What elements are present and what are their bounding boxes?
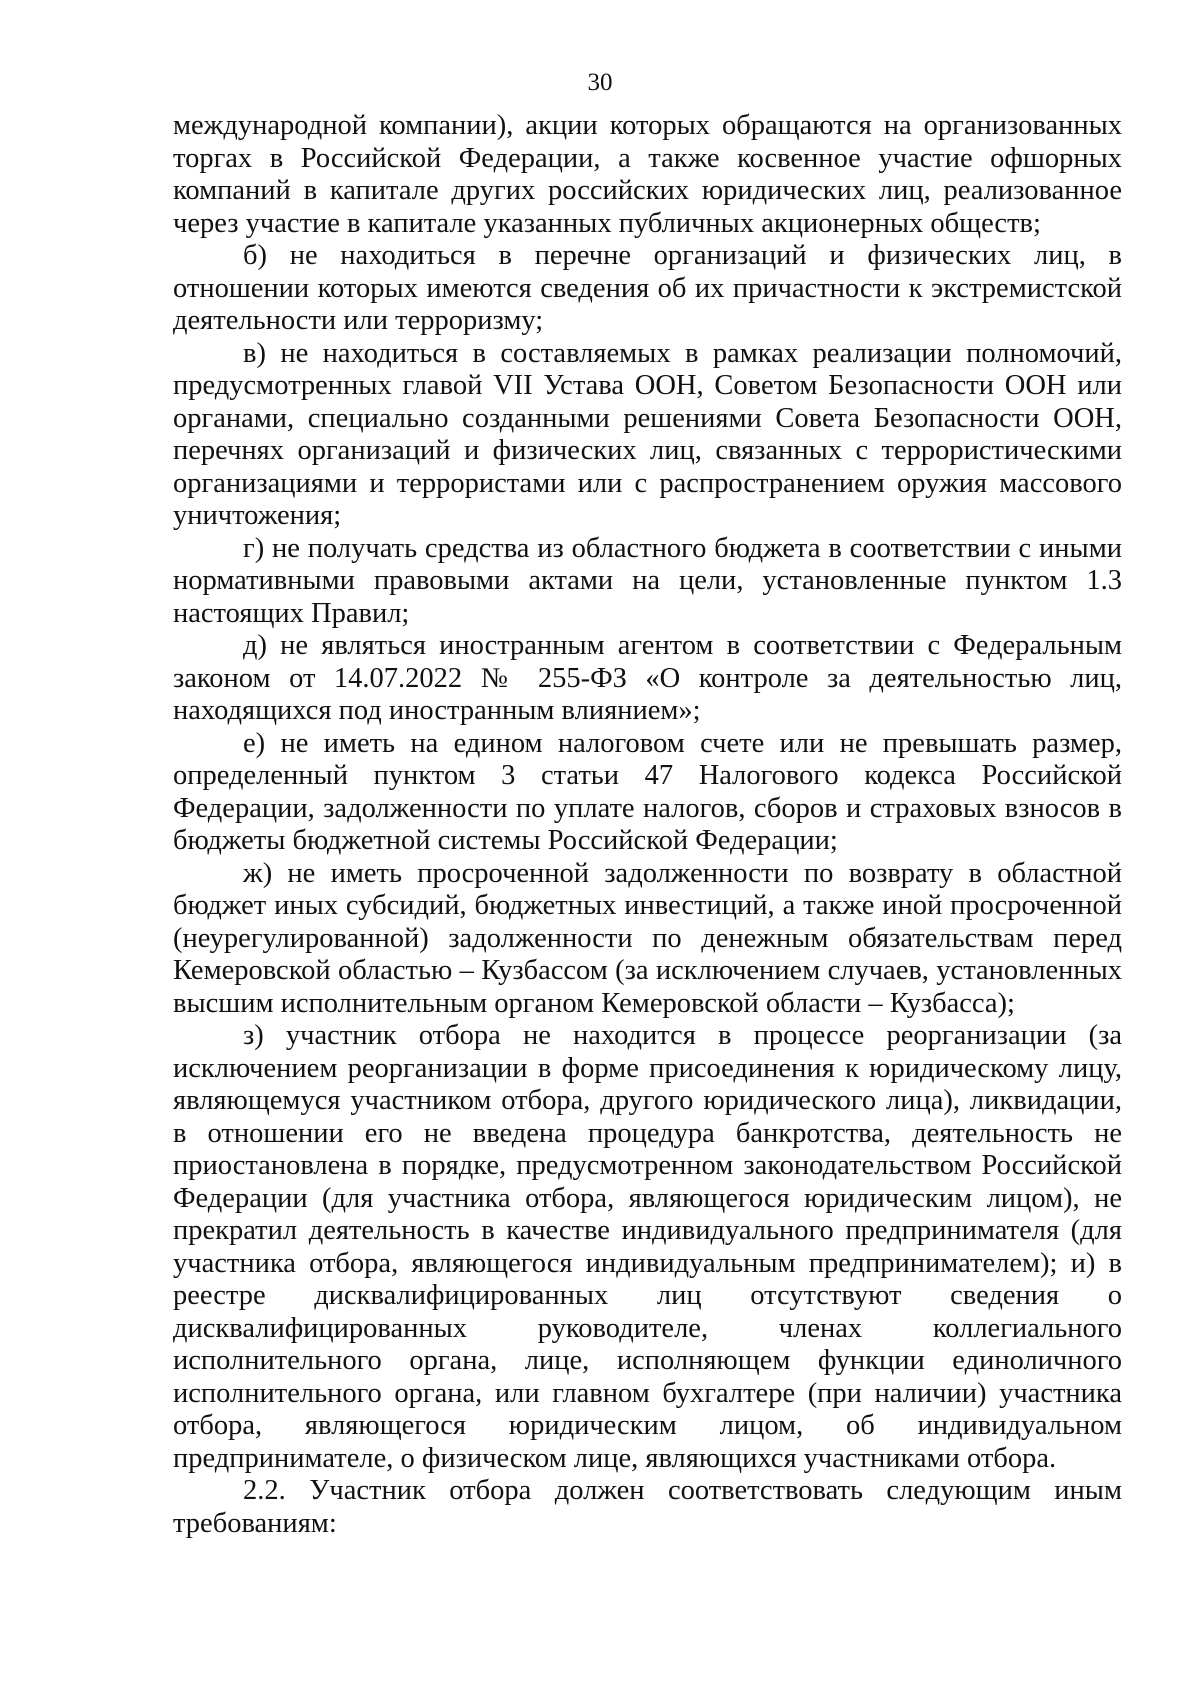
page-number: 30: [587, 69, 613, 96]
paragraph-item-d: д) не являться иностранным агентом в соответствии с Федеральным законом от 14.07.2022 № 255-ФЗ «О контроле за деятельностью лиц, находящихся под иностранным влиянием»;: [173, 630, 1122, 726]
paragraph-section-2-2: 2.2. Участник отбора должен соответствовать следующим иным требованиям:: [173, 1475, 1122, 1539]
paragraph-item-zh: ж) не иметь просроченной задолженности по возврату в областной бюджет иных субсидий, бюджетных инвестиций, а также иной просроченной (неурегулированной) задолженности по денежным обязательствам перед Кемеровской областью – Кузбассом (за исключением случаев, установленных высшим исполнительным органом Кемеровской области – Кузбасса);: [173, 857, 1122, 1019]
paragraph-continuation: международной компании), акции которых обращаются на организованных торгах в Российской Федерации, а также косвенное участие офшорных компаний в капитале других российских юридических лиц, реализованное через участие в капитале указанных публичных акционерных обществ;: [173, 110, 1122, 239]
paragraph-item-z: з) участник отбора не находится в процессе реорганизации (за исключением реорганизации в форме присоединения к юридическому лицу, являющемуся участником отбора, другого юридического лица), ликвидации, в отношении его не введена процедура банкротства, деятельность не приостановлена в порядке, предусмотренном законодательством Российской Федерации (для участника отбора, являющегося юридическим лицом), не прекратил деятельность в качестве индивидуального предпринимателя (для участника отбора, являющегося индивидуальным предпринимателем); и) в реестре дисквалифицированных лиц отсутствуют сведения о дисквалифицированных руководителе, членах коллегиального исполнительного органа, лице, исполняющем функции единоличного исполнительного органа, или главном бухгалтере (при наличии) участника отбора, являющегося юридическим лицом, об индивидуальном предпринимателе, о физическом лице, являющихся участниками отбора.: [173, 1020, 1122, 1474]
paragraph-item-e: е) не иметь на едином налоговом счете или не превышать размер, определенный пунктом 3 статьи 47 Налогового кодекса Российской Федерации, задолженности по уплате налогов, сборов и страховых взносов в бюджеты бюджетной системы Российской Федерации;: [173, 727, 1122, 856]
paragraph-item-b: б) не находиться в перечне организаций и физических лиц, в отношении которых имеются сведения об их причастности к экстремистской деятельности или терроризму;: [173, 240, 1122, 336]
paragraph-item-g: г) не получать средства из областного бюджета в соответствии с иными нормативными правовыми актами на цели, установленные пунктом 1.3 настоящих Правил;: [173, 532, 1122, 629]
document-body: [173, 110, 1122, 1540]
paragraph-item-v: в) не находиться в составляемых в рамках реализации полномочий, предусмотренных главой VII Устава ООН, Советом Безопасности ООН или органами, специально созданными решениями Совета Безопасности ООН, перечнях организаций и физических лиц, связанных с террористическими организациями и террористами или с распространением оружия массового уничтожения;: [173, 337, 1122, 531]
